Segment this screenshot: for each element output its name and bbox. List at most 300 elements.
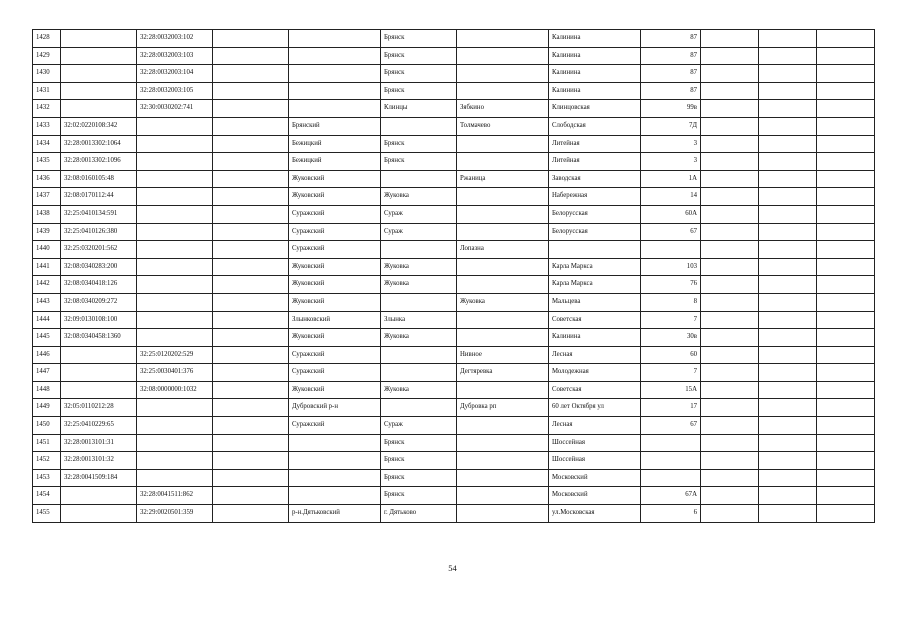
house-number-cell [641,469,701,487]
empty-cell [213,135,289,153]
district-cell: Суражский [289,417,381,435]
cadastral-number-alt-cell: 32:30:0030202:741 [137,100,213,118]
row-number-cell: 1446 [33,346,61,364]
cadastral-number-alt-cell: 32:28:0032003:104 [137,65,213,83]
house-number-cell [641,434,701,452]
empty-cell [817,223,875,241]
district-cell: Жуковский [289,276,381,294]
empty-cell [213,47,289,65]
street-cell: Молодежная [549,364,641,382]
cadastral-number-alt-cell [137,399,213,417]
district-cell [289,65,381,83]
empty-cell [759,399,817,417]
table-row [33,170,875,188]
cadastral-number-alt-cell [137,293,213,311]
cadastral-number-alt-cell [137,223,213,241]
cadastral-number-cell: 32:08:0160105:48 [61,170,137,188]
cadastral-number-cell: 32:25:0410229:65 [61,417,137,435]
street-cell: Калинина [549,65,641,83]
cadastral-number-alt-cell: 32:25:0120202:529 [137,346,213,364]
empty-cell [701,153,759,171]
table-row [33,293,875,311]
empty-cell [701,30,759,48]
city-cell: Жуковка [381,329,457,347]
empty-cell [213,30,289,48]
house-number-cell: 103 [641,258,701,276]
settlement-cell [457,505,549,523]
settlement-cell [457,276,549,294]
street-cell: Советская [549,381,641,399]
house-number-cell: 76 [641,276,701,294]
row-number-cell: 1445 [33,329,61,347]
cadastral-number-cell [61,82,137,100]
cadastral-number-cell [61,100,137,118]
table-row [33,417,875,435]
settlement-cell [457,153,549,171]
table-row [33,452,875,470]
district-cell [289,452,381,470]
settlement-cell [457,381,549,399]
city-cell: Жуковка [381,381,457,399]
table-row [33,188,875,206]
empty-cell [759,346,817,364]
empty-cell [759,329,817,347]
empty-cell [817,293,875,311]
city-cell: г. Дятьково [381,505,457,523]
settlement-cell [457,188,549,206]
table-row [33,346,875,364]
street-cell: Шоссейная [549,434,641,452]
empty-cell [759,153,817,171]
house-number-cell: 17 [641,399,701,417]
city-cell: Брянск [381,452,457,470]
cadastral-number-alt-cell [137,329,213,347]
empty-cell [701,276,759,294]
street-cell: Карла Маркса [549,258,641,276]
empty-cell [213,65,289,83]
empty-cell [759,452,817,470]
row-number-cell: 1430 [33,65,61,83]
empty-cell [701,329,759,347]
cadastral-number-alt-cell: 32:08:0000000:1032 [137,381,213,399]
table-row [33,100,875,118]
house-number-cell: 14 [641,188,701,206]
empty-cell [213,469,289,487]
district-cell: Суражский [289,223,381,241]
empty-cell [817,117,875,135]
house-number-cell: 67 [641,417,701,435]
settlement-cell: Дегтяревка [457,364,549,382]
empty-cell [817,364,875,382]
settlement-cell [457,47,549,65]
settlement-cell: Дубровка рп [457,399,549,417]
street-cell: Литейная [549,135,641,153]
empty-cell [213,276,289,294]
settlement-cell: Нивное [457,346,549,364]
empty-cell [817,276,875,294]
empty-cell [817,47,875,65]
empty-cell [759,82,817,100]
cadastral-number-alt-cell [137,276,213,294]
cadastral-number-cell: 32:09:0130108:100 [61,311,137,329]
house-number-cell: 15А [641,381,701,399]
table-row [33,381,875,399]
city-cell: Жуковка [381,188,457,206]
table-row [33,205,875,223]
street-cell: Набережная [549,188,641,206]
house-number-cell: 7Д [641,117,701,135]
district-cell: Суражский [289,205,381,223]
city-cell [381,170,457,188]
empty-cell [817,505,875,523]
cadastral-number-alt-cell [137,469,213,487]
house-number-cell: 87 [641,47,701,65]
empty-cell [701,399,759,417]
empty-cell [213,452,289,470]
row-number-cell: 1440 [33,241,61,259]
district-cell: Суражский [289,346,381,364]
empty-cell [759,505,817,523]
district-cell [289,469,381,487]
empty-cell [701,311,759,329]
settlement-cell [457,487,549,505]
cadastral-number-cell: 32:02:0220108:342 [61,117,137,135]
cadastral-number-cell: 32:08:0340458:1360 [61,329,137,347]
row-number-cell: 1453 [33,469,61,487]
cadastral-number-alt-cell [137,417,213,435]
empty-cell [817,381,875,399]
street-cell: Калинина [549,30,641,48]
empty-cell [759,241,817,259]
empty-cell [701,364,759,382]
city-cell: Сураж [381,205,457,223]
street-cell: Карла Маркса [549,276,641,294]
empty-cell [701,505,759,523]
empty-cell [817,417,875,435]
cadastral-number-cell: 32:28:0013302:1064 [61,135,137,153]
street-cell: Московский [549,469,641,487]
city-cell: Брянск [381,30,457,48]
city-cell: Клинцы [381,100,457,118]
table-row [33,469,875,487]
empty-cell [817,399,875,417]
empty-cell [759,276,817,294]
empty-cell [817,487,875,505]
row-number-cell: 1449 [33,399,61,417]
street-cell: 60 лет Октября ул [549,399,641,417]
house-number-cell: 30в [641,329,701,347]
street-cell: Советская [549,311,641,329]
settlement-cell [457,258,549,276]
street-cell: Лесная [549,417,641,435]
district-cell [289,47,381,65]
house-number-cell: 87 [641,30,701,48]
table-row [33,276,875,294]
empty-cell [701,223,759,241]
cadastral-number-cell: 32:08:0170112:44 [61,188,137,206]
cadastral-number-alt-cell [137,258,213,276]
cadastral-number-alt-cell: 32:29:0020501:359 [137,505,213,523]
district-cell: р-н.Дятьковский [289,505,381,523]
table-row [33,47,875,65]
cadastral-number-cell [61,346,137,364]
cadastral-number-cell: 32:28:0013302:1096 [61,153,137,171]
house-number-cell [641,241,701,259]
settlement-cell [457,417,549,435]
empty-cell [701,47,759,65]
city-cell [381,346,457,364]
empty-cell [817,205,875,223]
district-cell: Жуковский [289,293,381,311]
empty-cell [759,205,817,223]
district-cell: Суражский [289,364,381,382]
settlement-cell [457,82,549,100]
row-number-cell: 1434 [33,135,61,153]
table-row [33,30,875,48]
row-number-cell: 1431 [33,82,61,100]
street-cell: Калинина [549,82,641,100]
empty-cell [817,135,875,153]
city-cell: Брянск [381,65,457,83]
district-cell: Бежицкий [289,135,381,153]
house-number-cell: 60А [641,205,701,223]
district-cell: Злынковский [289,311,381,329]
empty-cell [817,329,875,347]
row-number-cell: 1448 [33,381,61,399]
district-cell: Жуковский [289,188,381,206]
settlement-cell: Ржаница [457,170,549,188]
cadastral-number-alt-cell [137,188,213,206]
cadastral-number-cell [61,65,137,83]
city-cell [381,364,457,382]
empty-cell [817,452,875,470]
cadastral-number-alt-cell [137,153,213,171]
street-cell: Шоссейная [549,452,641,470]
settlement-cell: Лопазна [457,241,549,259]
table-row [33,135,875,153]
empty-cell [701,434,759,452]
table-row [33,329,875,347]
house-number-cell: 7 [641,311,701,329]
house-number-cell: 3 [641,135,701,153]
empty-cell [213,381,289,399]
empty-cell [701,205,759,223]
cadastral-number-alt-cell: 32:25:0030401:376 [137,364,213,382]
empty-cell [701,346,759,364]
empty-cell [759,258,817,276]
empty-cell [213,417,289,435]
city-cell: Брянск [381,469,457,487]
cadastral-number-alt-cell [137,135,213,153]
empty-cell [213,170,289,188]
city-cell [381,293,457,311]
city-cell: Брянск [381,153,457,171]
empty-cell [701,417,759,435]
settlement-cell: Жуковка [457,293,549,311]
cadastral-number-alt-cell: 32:28:0041511:862 [137,487,213,505]
empty-cell [701,100,759,118]
city-cell: Брянск [381,82,457,100]
empty-cell [701,117,759,135]
empty-cell [817,82,875,100]
empty-cell [759,47,817,65]
empty-cell [701,65,759,83]
table-row [33,241,875,259]
table-row [33,223,875,241]
row-number-cell: 1433 [33,117,61,135]
cadastral-number-alt-cell: 32:28:0032003:102 [137,30,213,48]
district-cell: Бежицкий [289,153,381,171]
street-cell: Калинина [549,329,641,347]
district-cell: Жуковский [289,329,381,347]
district-cell: Жуковский [289,381,381,399]
cadastral-number-alt-cell [137,241,213,259]
house-number-cell: 8 [641,293,701,311]
empty-cell [817,30,875,48]
empty-cell [759,65,817,83]
empty-cell [701,293,759,311]
street-cell [549,241,641,259]
empty-cell [213,434,289,452]
district-cell: Дубровский р-н [289,399,381,417]
cadastral-number-cell: 32:28:0041509:184 [61,469,137,487]
city-cell [381,241,457,259]
city-cell: Сураж [381,223,457,241]
cadastral-number-cell: 32:25:0320201:562 [61,241,137,259]
empty-cell [759,364,817,382]
house-number-cell: 60 [641,346,701,364]
row-number-cell: 1452 [33,452,61,470]
settlement-cell [457,469,549,487]
table-row [33,117,875,135]
row-number-cell: 1435 [33,153,61,171]
settlement-cell: Зябкино [457,100,549,118]
empty-cell [701,170,759,188]
empty-cell [213,258,289,276]
row-number-cell: 1432 [33,100,61,118]
table-row [33,434,875,452]
empty-cell [759,170,817,188]
empty-cell [759,434,817,452]
street-cell: Заводская [549,170,641,188]
empty-cell [213,487,289,505]
cadastral-number-alt-cell [137,170,213,188]
settlement-cell [457,205,549,223]
row-number-cell: 1436 [33,170,61,188]
empty-cell [759,381,817,399]
empty-cell [213,205,289,223]
district-cell [289,487,381,505]
row-number-cell: 1450 [33,417,61,435]
cadastral-number-alt-cell [137,205,213,223]
cadastral-number-alt-cell [137,311,213,329]
empty-cell [817,170,875,188]
empty-cell [759,311,817,329]
empty-cell [701,487,759,505]
cadastral-number-cell: 32:05:0110212:28 [61,399,137,417]
empty-cell [701,381,759,399]
empty-cell [701,135,759,153]
cadastral-number-cell: 32:25:0410126:380 [61,223,137,241]
settlement-cell [457,434,549,452]
row-number-cell: 1443 [33,293,61,311]
cadastral-number-cell: 32:08:0340209:272 [61,293,137,311]
settlement-cell: Толмачево [457,117,549,135]
page-number: 54 [448,563,457,573]
empty-cell [759,223,817,241]
house-number-cell: 67 [641,223,701,241]
empty-cell [701,452,759,470]
street-cell: Клинцовская [549,100,641,118]
cadastral-number-cell [61,364,137,382]
empty-cell [817,65,875,83]
empty-cell [701,258,759,276]
district-cell [289,30,381,48]
cadastral-number-alt-cell [137,452,213,470]
table-row [33,82,875,100]
city-cell: Сураж [381,417,457,435]
empty-cell [701,188,759,206]
table-row [33,311,875,329]
table-row [33,505,875,523]
district-cell [289,100,381,118]
cadastral-number-cell: 32:28:0013101:32 [61,452,137,470]
empty-cell [701,82,759,100]
empty-cell [213,399,289,417]
row-number-cell: 1444 [33,311,61,329]
house-number-cell: 67А [641,487,701,505]
row-number-cell: 1438 [33,205,61,223]
settlement-cell [457,223,549,241]
empty-cell [759,417,817,435]
city-cell: Брянск [381,487,457,505]
empty-cell [817,188,875,206]
empty-cell [213,364,289,382]
empty-cell [701,241,759,259]
table-row [33,65,875,83]
row-number-cell: 1439 [33,223,61,241]
house-number-cell: 99в [641,100,701,118]
row-number-cell: 1451 [33,434,61,452]
empty-cell [759,293,817,311]
house-number-cell: 87 [641,82,701,100]
empty-cell [213,505,289,523]
city-cell: Жуковка [381,276,457,294]
cadastral-number-cell: 32:08:0340418:126 [61,276,137,294]
house-number-cell: 3 [641,153,701,171]
cadastral-number-alt-cell: 32:28:0032003:105 [137,82,213,100]
city-cell [381,399,457,417]
empty-cell [817,311,875,329]
street-cell: Белорусская [549,205,641,223]
district-cell: Жуковский [289,170,381,188]
city-cell: Брянск [381,434,457,452]
empty-cell [817,469,875,487]
district-cell: Брянский [289,117,381,135]
house-number-cell: 6 [641,505,701,523]
district-cell [289,434,381,452]
settlement-cell [457,30,549,48]
register-table [32,29,875,523]
empty-cell [759,135,817,153]
empty-cell [817,346,875,364]
row-number-cell: 1428 [33,30,61,48]
street-cell: Мальцева [549,293,641,311]
row-number-cell: 1442 [33,276,61,294]
district-cell: Жуковский [289,258,381,276]
cadastral-number-cell [61,381,137,399]
empty-cell [213,346,289,364]
